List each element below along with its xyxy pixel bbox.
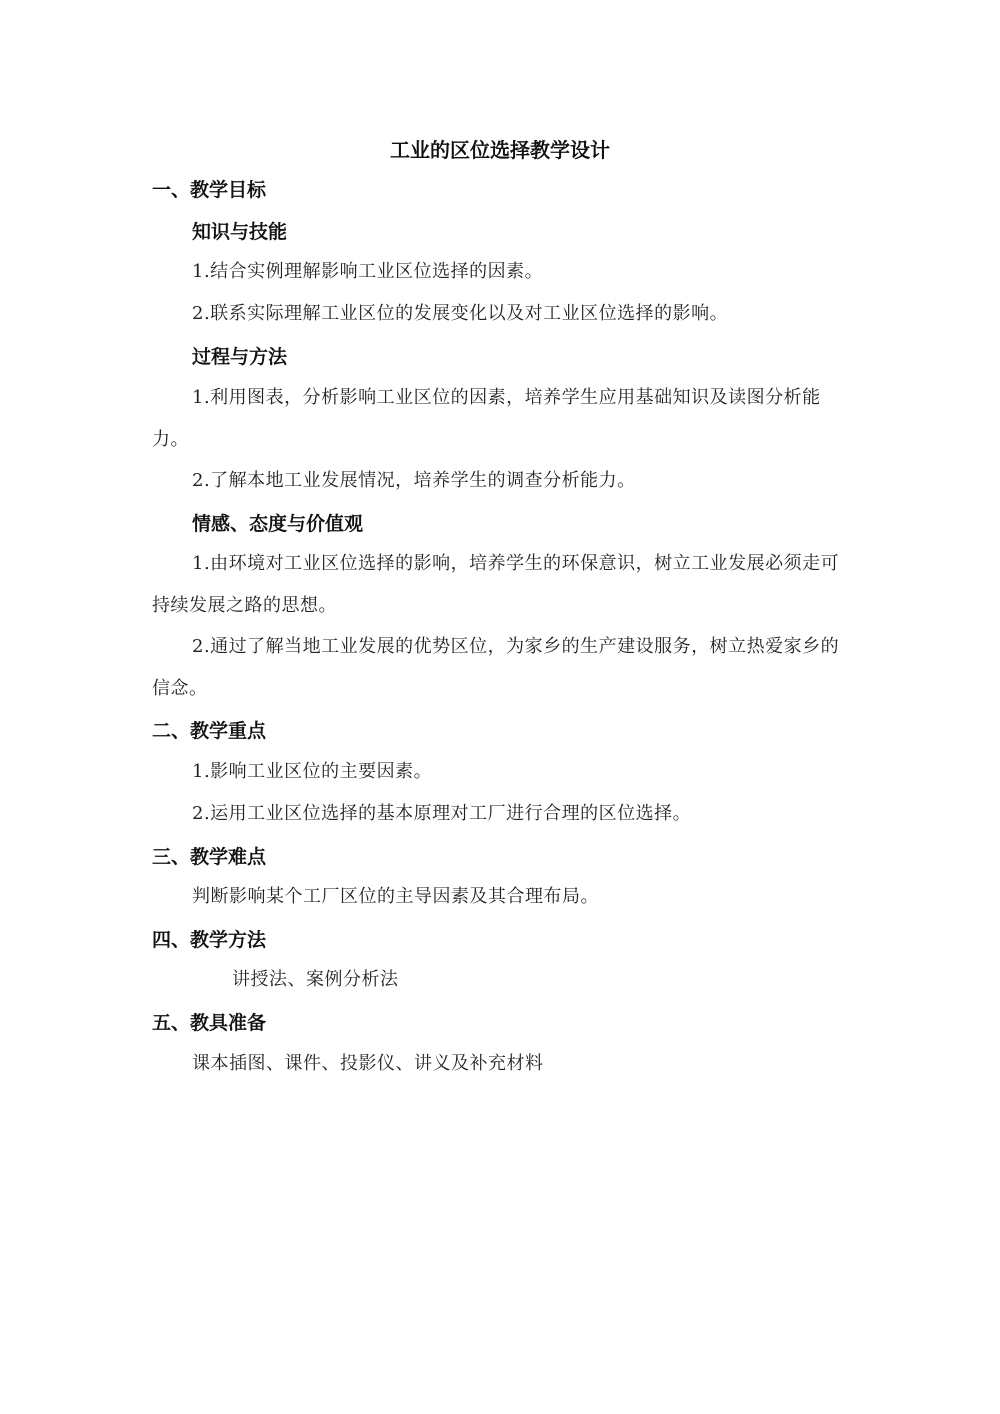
- paragraph: 2.通过了解当地工业发展的优势区位，为家乡的生产建设服务，树立热爱家乡的信念。: [152, 636, 840, 699]
- section-heading-teaching-methods: 四、教学方法: [152, 929, 267, 951]
- subsection-heading-process-methods: 过程与方法: [192, 346, 288, 368]
- paragraph: 判断影响某个工厂区位的主导因素及其合理布局。: [192, 886, 599, 907]
- paragraph: 1.利用图表，分析影响工业区位的因素，培养学生应用基础知识及读图分析能力。: [152, 387, 821, 450]
- paragraph: 1.影响工业区位的主要因素。: [192, 761, 433, 782]
- section-heading-teaching-objectives: 一、教学目标: [152, 179, 267, 201]
- subsection-heading-emotion-attitude-values: 情感、态度与价值观: [192, 513, 364, 535]
- paragraph: 1.结合实例理解影响工业区位选择的因素。: [192, 261, 544, 282]
- paragraph: 1.由环境对工业区位选择的影响，培养学生的环保意识，树立工业发展必须走可持续发展之路的思想。: [152, 553, 840, 616]
- section-heading-difficulties: 三、教学难点: [152, 846, 267, 868]
- paragraph: 讲授法、案例分析法: [232, 969, 399, 990]
- paragraph: 2.了解本地工业发展情况，培养学生的调查分析能力。: [192, 470, 636, 491]
- paragraph: 课本插图、课件、投影仪、讲义及补充材料: [192, 1053, 544, 1074]
- paragraph: 2.联系实际理解工业区位的发展变化以及对工业区位选择的影响。: [192, 303, 729, 324]
- subsection-heading-knowledge-skills: 知识与技能: [192, 221, 288, 243]
- section-heading-key-points: 二、教学重点: [152, 720, 267, 742]
- section-heading-teaching-aids: 五、教具准备: [152, 1012, 267, 1034]
- document-title: 工业的区位选择教学设计: [390, 138, 610, 162]
- paragraph: 2.运用工业区位选择的基本原理对工厂进行合理的区位选择。: [192, 803, 692, 824]
